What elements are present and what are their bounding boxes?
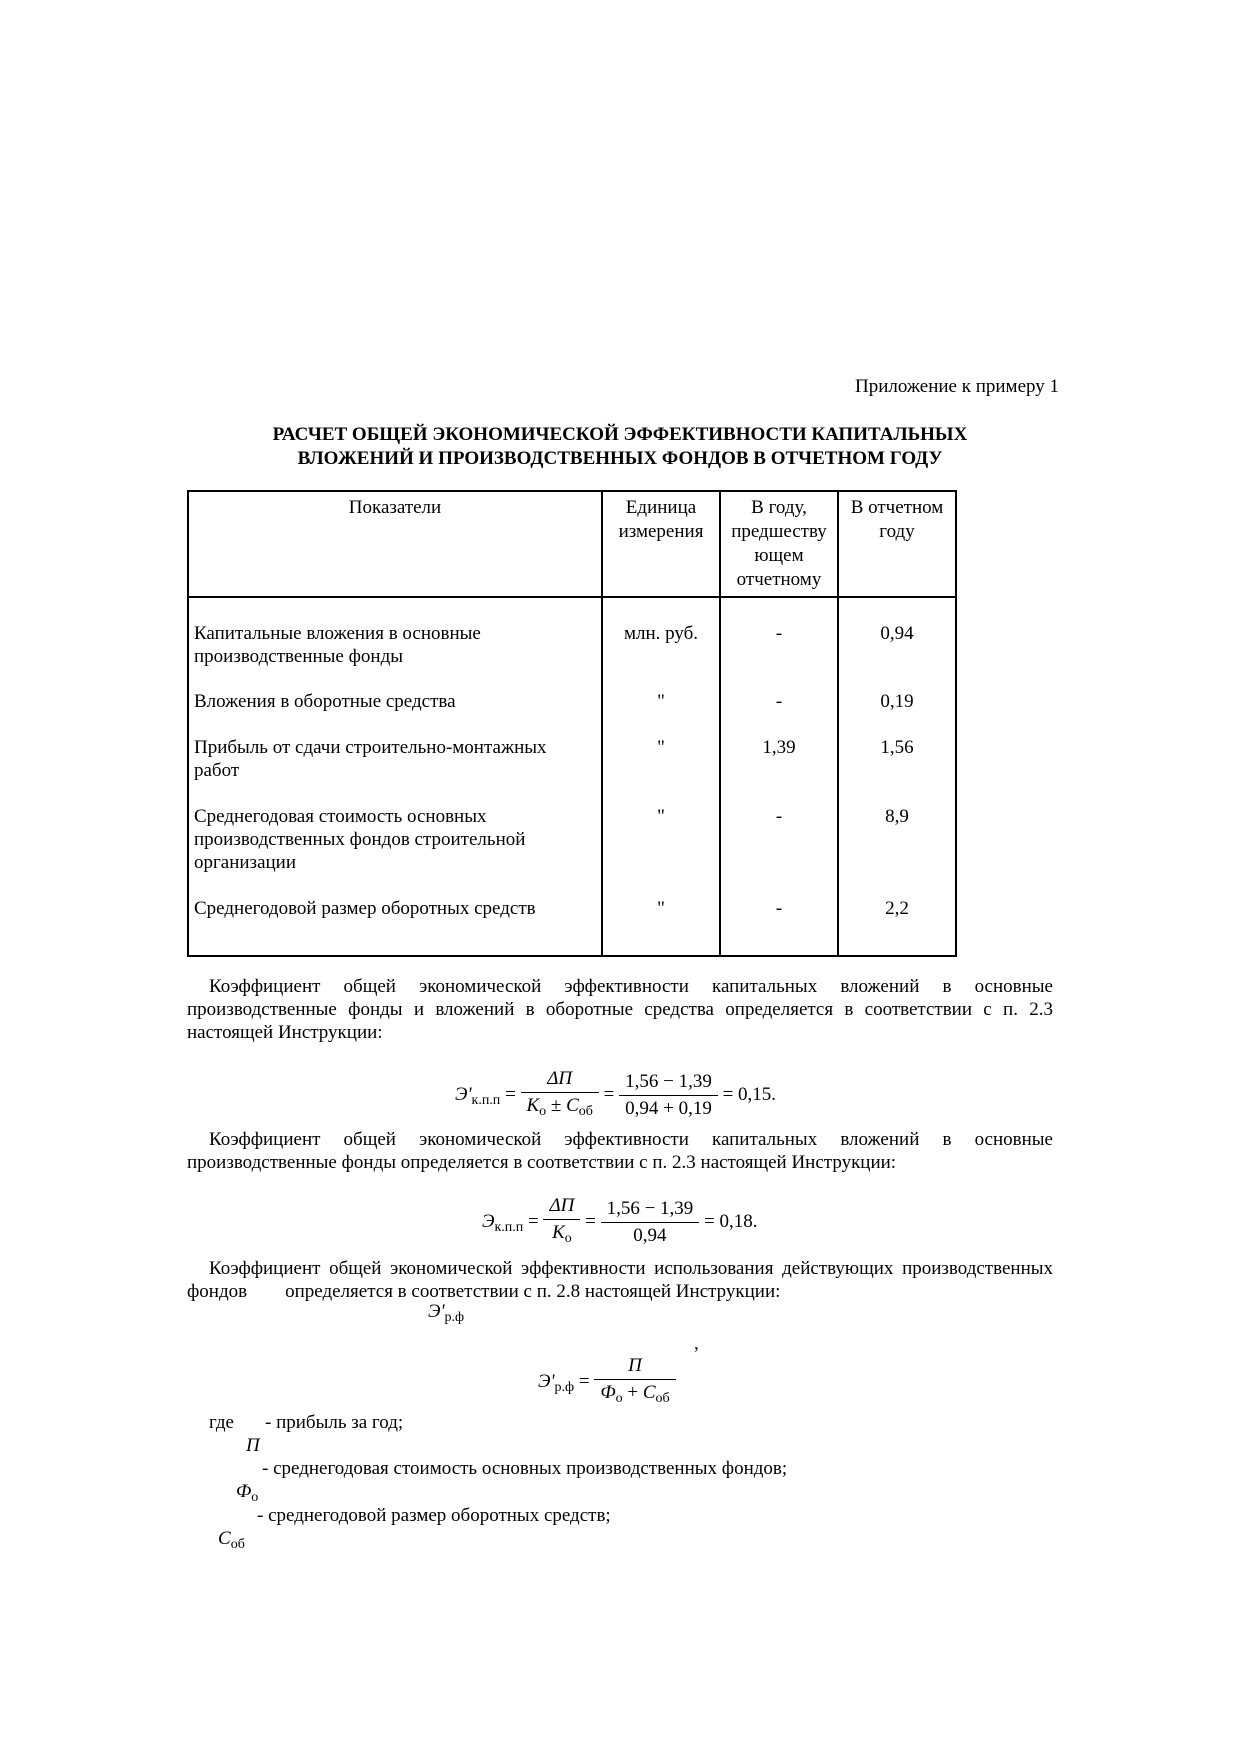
f2-den-sub: о bbox=[564, 1231, 572, 1246]
table-row bbox=[188, 597, 956, 690]
comma: , bbox=[694, 1333, 699, 1354]
paragraph-2: Коэффициент общей экономической эффективности капитальных вложений в основные производственные фонды определяется в соответствии с п. 2.3 настоящей Инструкции: bbox=[187, 1129, 1053, 1173]
row-prev: - bbox=[720, 805, 838, 897]
row-unit: " bbox=[602, 805, 720, 897]
formula-3: $Э'_{р.ф}$ = $\frac{П}{Ф_о + С_{об}}$ bbox=[538, 1353, 676, 1412]
row-unit: " bbox=[602, 690, 720, 736]
title-line-1: РАСЧЕТ ОБЩЕЙ ЭКОНОМИЧЕСКОЙ ЭФФЕКТИВНОСТИ КАПИТАЛЬНЫХ bbox=[272, 424, 968, 445]
def-working-capital-symbol: $С_{об}$ bbox=[218, 1528, 245, 1552]
table-row bbox=[188, 897, 956, 956]
paragraph-1: Коэффициент общей экономической эффективности капитальных вложений в основные производственные фонды и вложений в оборотные средства определяется в соответствии с п. 2.3 настоящей Инструкции: bbox=[187, 976, 1053, 1043]
formula-1: $Э'_{к.п.п}$ = $\frac{\Delta П}{К_о \pm С_{об}}$ = $\frac{1,56 - 1,39}{0,94 + 0,19}$ = 0,15. bbox=[455, 1066, 776, 1125]
f3-lhs-sub: р.ф bbox=[554, 1379, 575, 1395]
f3-frac: $\frac{П}{Ф_о + С_{об}}$ bbox=[594, 1353, 675, 1412]
f1-lhs-sub: к.п.п bbox=[471, 1092, 501, 1108]
f2-lhs: Э bbox=[482, 1210, 495, 1232]
f2-result: = 0,18. bbox=[704, 1210, 758, 1232]
row-current: 2,2 bbox=[838, 897, 956, 956]
appendix-label: Приложение к примеру 1 bbox=[855, 376, 1059, 397]
table-row bbox=[188, 736, 956, 805]
row-current: 0,94 bbox=[838, 597, 956, 690]
paragraph-3: Коэффициент общей экономической эффективности использования действующих производственных фондов определяется в соответствии с п. 2.8 настоящей Инструкции: bbox=[187, 1258, 1058, 1302]
row-label: Вложения в оборотные средства bbox=[188, 690, 602, 736]
title-line-2: ВЛОЖЕНИЙ И ПРОИЗВОДСТВЕННЫХ ФОНДОВ В ОТЧЕТНОМ ГОДУ bbox=[297, 448, 943, 469]
row-label: Капитальные вложения в основные производственные фонды bbox=[188, 597, 602, 690]
f2-lhs-sub: к.п.п bbox=[494, 1219, 524, 1235]
row-current: 1,56 bbox=[838, 736, 956, 805]
f1-frac-numeric bbox=[619, 1069, 718, 1122]
f3-den-b: С bbox=[642, 1382, 656, 1403]
header-prev-year: В году, предшеству ющем отчетному bbox=[720, 491, 838, 597]
formula-2: $Э_{к.п.п}$ = $\frac{\Delta П}{К_о}$ = $\frac{1,56 - 1,39}{0,94}$ = 0,18. bbox=[482, 1193, 758, 1252]
row-prev: - bbox=[720, 897, 838, 956]
f1-den2: 0,94 + 0,19 bbox=[625, 1098, 712, 1119]
f1-den-a-sub: о bbox=[539, 1104, 547, 1119]
f1-den-b-sub: об bbox=[578, 1104, 593, 1119]
header-report-year: В отчетном году bbox=[838, 491, 956, 597]
header-indicators: Показатели bbox=[188, 491, 602, 597]
row-prev: - bbox=[720, 597, 838, 690]
row-label: Среднегодовой размер оборотных средств bbox=[188, 897, 602, 956]
def-fixed-assets: - среднегодовая стоимость основных производственных фондов; bbox=[262, 1458, 788, 1479]
f2-den2: 0,94 bbox=[633, 1225, 667, 1246]
f3-den-a-sub: о bbox=[615, 1391, 623, 1406]
f3-num: П bbox=[594, 1353, 675, 1380]
f3-den-b-sub: об bbox=[655, 1391, 670, 1406]
f1-num2: 1,56 − 1,39 bbox=[619, 1069, 718, 1096]
document-title bbox=[160, 423, 1080, 471]
f1-lhs: Э' bbox=[455, 1083, 472, 1105]
table-header-row bbox=[188, 491, 956, 597]
indicators-table bbox=[187, 490, 957, 957]
row-current: 0,19 bbox=[838, 690, 956, 736]
def-working-capital: - среднегодовой размер оборотных средств; bbox=[257, 1505, 611, 1526]
f1-result: = 0,15. bbox=[722, 1083, 777, 1105]
row-prev: - bbox=[720, 690, 838, 736]
row-unit: млн. руб. bbox=[602, 597, 720, 690]
row-label: Прибыль от сдачи строительно-монтажных работ bbox=[188, 736, 602, 805]
row-label: Среднегодовая стоимость основных производственных фондов строительной организации bbox=[188, 805, 602, 897]
f3-lhs: Э' bbox=[538, 1370, 555, 1392]
f1-den-a: К bbox=[526, 1095, 540, 1116]
row-prev: 1,39 bbox=[720, 736, 838, 805]
f2-num2: 1,56 − 1,39 bbox=[601, 1196, 700, 1223]
f2-frac-symbolic bbox=[543, 1193, 580, 1252]
f3-den-a: Ф bbox=[600, 1382, 616, 1403]
f1-num1: ΔП bbox=[521, 1066, 599, 1093]
row-unit: " bbox=[602, 897, 720, 956]
where-label: где bbox=[209, 1412, 234, 1433]
table-row bbox=[188, 690, 956, 736]
f2-frac-numeric bbox=[601, 1196, 700, 1249]
f1-frac-symbolic bbox=[521, 1066, 599, 1125]
p3-symbol: $Э'_{р.ф}$ bbox=[428, 1301, 465, 1325]
header-unit: Единица измерения bbox=[602, 491, 720, 597]
def-profit: - прибыль за год; bbox=[265, 1412, 404, 1433]
f1-den-b: С bbox=[566, 1095, 579, 1116]
f2-den: К bbox=[552, 1222, 565, 1243]
row-unit: " bbox=[602, 736, 720, 805]
f1-den-op: ± bbox=[550, 1095, 562, 1116]
row-current: 8,9 bbox=[838, 805, 956, 897]
def-fixed-assets-symbol: $Ф_о$ bbox=[236, 1481, 259, 1505]
f2-num1: ΔП bbox=[543, 1193, 580, 1220]
table-row bbox=[188, 805, 956, 897]
def-profit-symbol: П bbox=[246, 1435, 260, 1456]
